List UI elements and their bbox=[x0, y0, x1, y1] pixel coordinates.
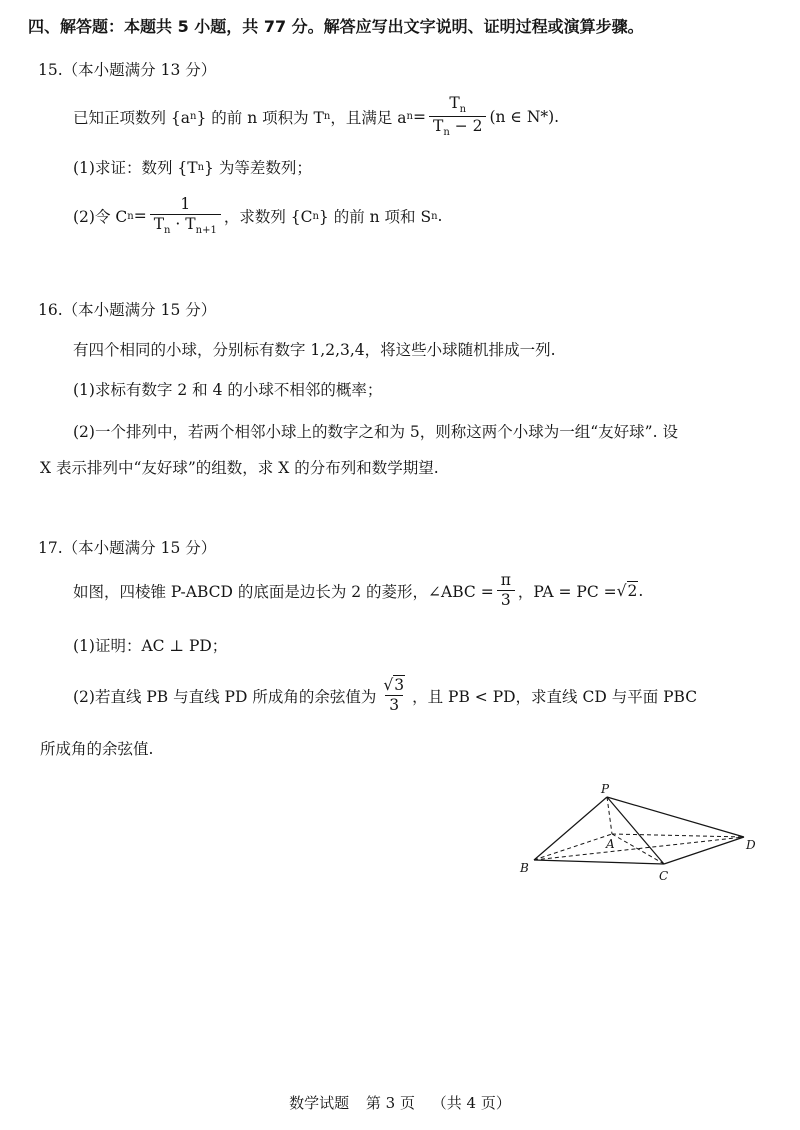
p15-part2-period: . bbox=[437, 207, 443, 226]
p15-sub-n1: n+1 bbox=[195, 224, 217, 236]
p17-part2-prefix: (2)若直线 PB 与直线 PD 所成角的余弦值为 bbox=[73, 687, 377, 706]
p17-frac-num: π bbox=[500, 571, 511, 589]
p15-frac-num: T bbox=[449, 94, 460, 112]
p15-stem-suffix: (n ∈ N*). bbox=[489, 107, 560, 126]
p15-part1-end: } 为等差数列； bbox=[204, 159, 312, 177]
footer-subject: 数学试题 bbox=[289, 1094, 350, 1112]
problem-16-header: 16.（本小题满分 15 分） bbox=[38, 301, 217, 319]
edge-bc bbox=[534, 860, 664, 864]
problem-15-header: 15.（本小题满分 13 分） bbox=[38, 61, 217, 79]
p15-part2-eq: = bbox=[133, 207, 147, 226]
p15-frac-den-b: − 2 bbox=[449, 116, 483, 135]
p15-sub: n bbox=[406, 111, 413, 123]
problem-16-part2-line2: X 表示排列中“友好球”的组数，求 X 的分布列和数学期望. bbox=[40, 459, 439, 477]
p17-sqrt-val: 2 bbox=[627, 582, 638, 601]
problem-16-part2-line1: (2)一个排列中，若两个相邻小球上的数字之和为 5，则称这两个小球为一组“友好球”. 设 bbox=[73, 423, 678, 441]
p15-fraction bbox=[429, 95, 487, 139]
p17-sqrt-sym: √ bbox=[616, 581, 627, 600]
label-a: A bbox=[606, 837, 615, 851]
p15-sub: n bbox=[197, 161, 205, 173]
p15-frac-den-a: T bbox=[432, 116, 444, 135]
footer-page: 第 3 页 bbox=[365, 1094, 415, 1112]
p15-part1-text: (1)求证：数列 {T bbox=[73, 159, 198, 177]
diagonal-bd-hidden bbox=[534, 837, 744, 860]
problem-17-header: 17.（本小题满分 15 分） bbox=[38, 539, 217, 557]
p15-part2-mid: ，求数列 {C bbox=[223, 208, 313, 227]
problem-17-part1: (1)证明：AC ⊥ PD； bbox=[73, 637, 228, 655]
p17-frac-den: 3 bbox=[497, 590, 515, 610]
label-d: D bbox=[746, 838, 756, 852]
footer-total: （共 4 页） bbox=[431, 1094, 511, 1112]
p15-stem-eq: = bbox=[412, 107, 426, 126]
label-p: P bbox=[601, 782, 610, 796]
problem-15-part2 bbox=[73, 196, 442, 237]
problem-15-part1 bbox=[73, 156, 312, 178]
p15-sub: n bbox=[312, 210, 319, 222]
p15-sub: n bbox=[323, 111, 331, 123]
label-c: C bbox=[659, 869, 669, 883]
problem-15-stem bbox=[73, 95, 559, 139]
p15-stem-prefix: 已知正项数列 {a bbox=[73, 108, 191, 127]
problem-16-part1: (1)求标有数字 2 和 4 的小球不相邻的概率； bbox=[73, 381, 383, 399]
p15-sub: n bbox=[127, 210, 134, 222]
p15-stem-mid1: } 的前 n 项积为 T bbox=[196, 108, 324, 127]
label-b: B bbox=[520, 861, 529, 875]
p15-stem-mid2: ，且满足 a bbox=[330, 108, 407, 127]
p17-frac-sqrt-val: 3 bbox=[394, 676, 405, 694]
problem-17-part2-line2: 所成角的余弦值. bbox=[40, 740, 154, 758]
edge-ba-hidden bbox=[534, 834, 612, 860]
edge-pd bbox=[607, 797, 744, 837]
p17-part2-suffix: ，且 PB < PD，求直线 CD 与平面 PBC bbox=[412, 687, 698, 706]
p17-frac-sqrt-sym: √ bbox=[383, 676, 394, 694]
section-heading: 四、解答题：本题共 5 小题，共 77 分。解答应写出文字说明、证明过程或演算步骤。 bbox=[28, 17, 644, 36]
p15-sub: n bbox=[443, 126, 450, 138]
p17-stem-end: . bbox=[638, 581, 644, 600]
p15-part2-den-a: T bbox=[153, 214, 165, 233]
p15-part2-end: } 的前 n 项和 S bbox=[318, 208, 432, 227]
p17-sqrt3-fraction bbox=[379, 677, 409, 714]
edge-pc bbox=[607, 797, 664, 864]
p17-stem-prefix: 如图，四棱锥 P-ABCD 的底面是边长为 2 的菱形，∠ABC = bbox=[73, 582, 494, 601]
edge-ad-hidden bbox=[612, 834, 744, 837]
p17-part2-frac-den: 3 bbox=[385, 695, 403, 715]
problem-17-stem bbox=[73, 572, 643, 609]
page-footer bbox=[0, 1092, 800, 1113]
pyramid-figure bbox=[510, 780, 770, 885]
p15-sub: n bbox=[459, 104, 467, 116]
p15-part2-prefix: (2)令 C bbox=[73, 208, 128, 227]
problem-16-stem: 有四个相同的小球，分别标有数字 1,2,3,4，将这些小球随机排成一列. bbox=[73, 341, 556, 359]
p15-sub: n bbox=[431, 210, 438, 222]
p17-stem-mid: ，PA = PC = bbox=[517, 582, 617, 601]
diagonal-ac-hidden bbox=[612, 834, 664, 864]
problem-17-part2 bbox=[73, 677, 697, 714]
p15-sub: n bbox=[190, 111, 197, 123]
p15-part2-den-mid: · T bbox=[170, 214, 196, 233]
edge-pb bbox=[534, 797, 607, 860]
p17-pi-fraction bbox=[497, 572, 515, 609]
p15-part2-frac-num: 1 bbox=[180, 195, 191, 213]
p15-part2-fraction bbox=[150, 196, 221, 237]
p15-sub: n bbox=[164, 224, 171, 236]
